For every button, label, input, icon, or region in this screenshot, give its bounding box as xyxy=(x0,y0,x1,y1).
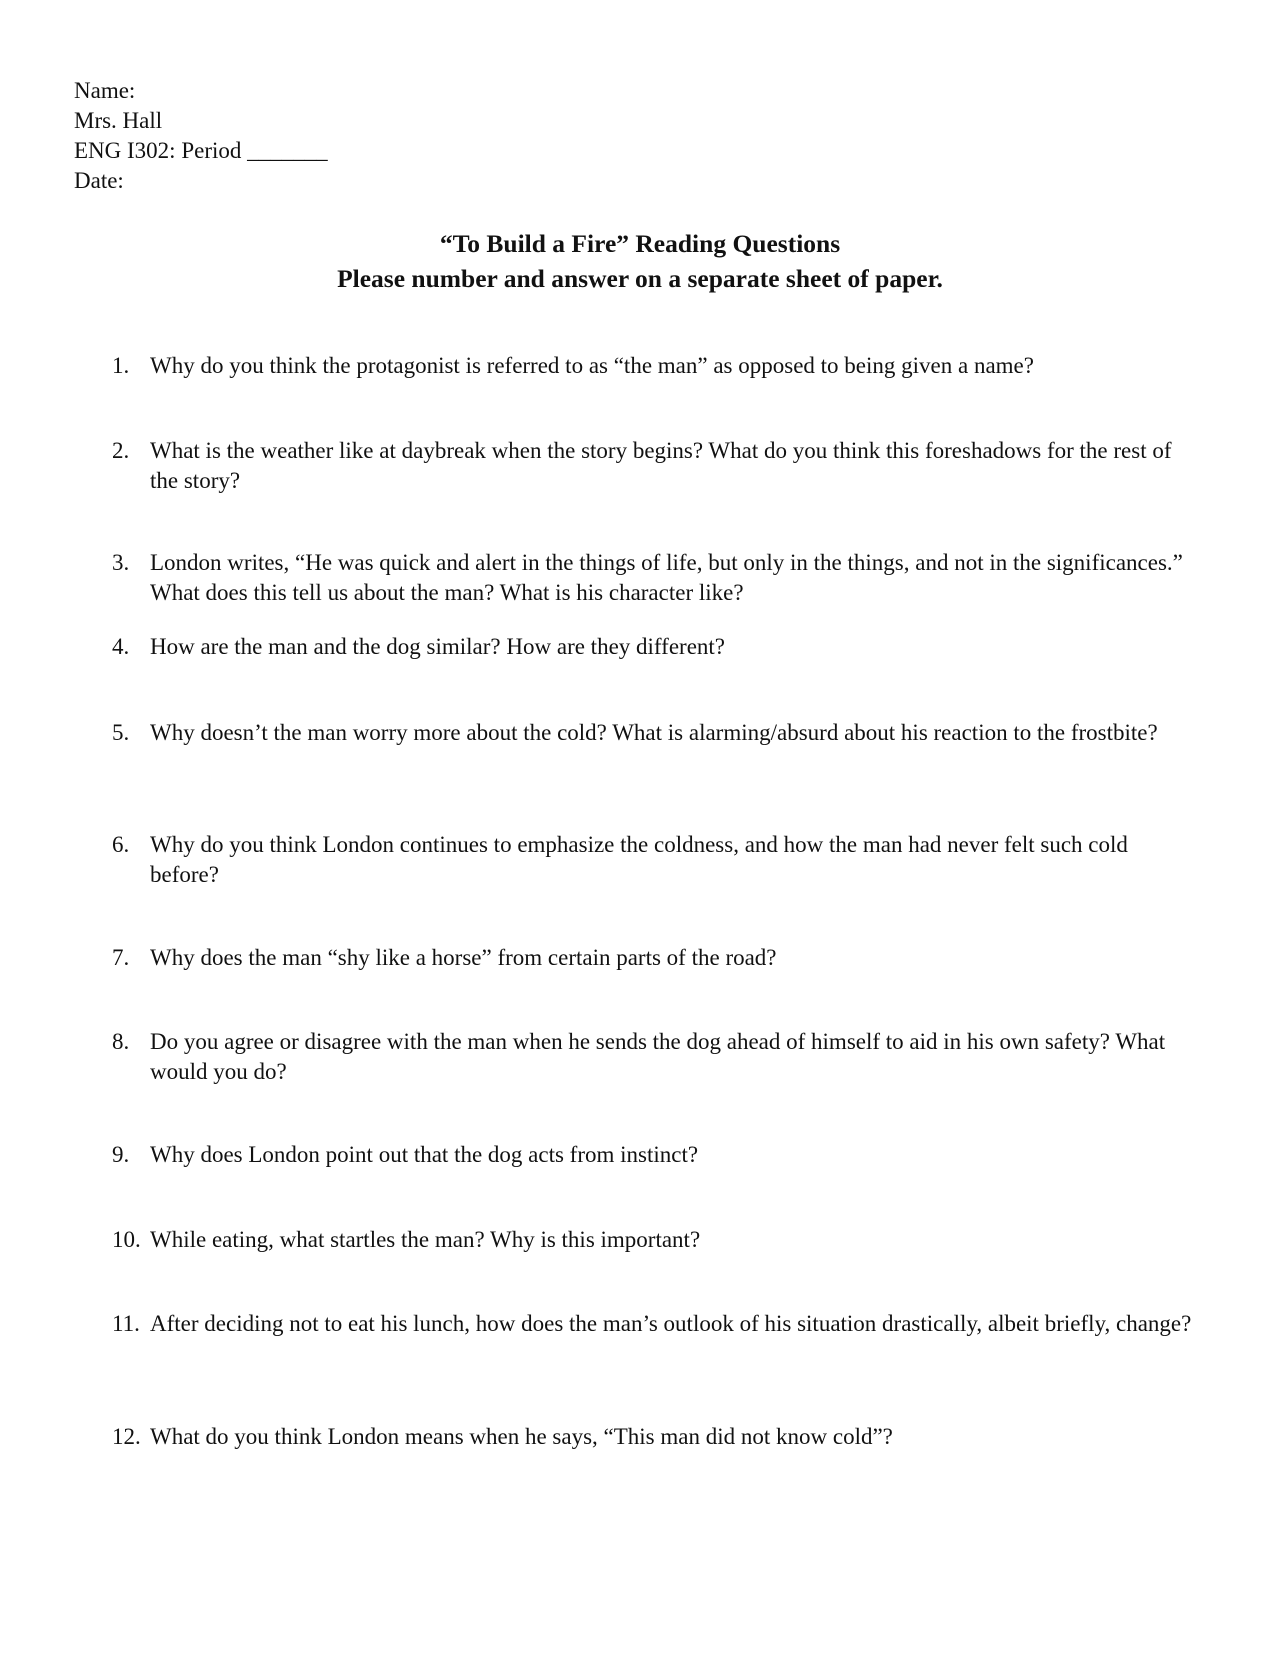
question-text: After deciding not to eat his lunch, how does the man’s outlook of his situation drastically, albeit briefly, change? xyxy=(150,1311,1192,1336)
question-number: 10. xyxy=(112,1227,141,1252)
question-item xyxy=(112,436,1202,496)
question-number: 11. xyxy=(112,1311,140,1336)
question-text: Why doesn’t the man worry more about the cold? What is alarming/absurd about his reaction to the frostbite? xyxy=(150,720,1158,745)
question-number: 2. xyxy=(112,438,130,463)
question-item xyxy=(112,1309,1202,1339)
question-item xyxy=(112,1140,1202,1170)
question-item xyxy=(112,830,1202,890)
question-text: Why do you think London continues to emphasize the coldness, and how the man had never felt such cold before? xyxy=(150,832,1128,887)
question-number: 9. xyxy=(112,1142,130,1167)
question-item xyxy=(112,943,1202,973)
course-period: ENG I302: Period _______ xyxy=(74,138,328,163)
date-label: Date: xyxy=(74,168,124,193)
student-header xyxy=(74,76,328,196)
question-number: 8. xyxy=(112,1029,130,1054)
question-text: Why do you think the protagonist is referred to as “the man” as opposed to being given a name? xyxy=(150,353,1034,378)
question-number: 5. xyxy=(112,720,130,745)
question-item xyxy=(112,351,1202,381)
worksheet-title: “To Build a Fire” Reading Questions xyxy=(439,229,841,258)
worksheet-instructions: Please number and answer on a separate sheet of paper. xyxy=(337,264,943,293)
question-text: London writes, “He was quick and alert in the things of life, but only in the things, and not in the significances.” What does this tell us about the man? What is his character like? xyxy=(150,550,1183,605)
question-number: 6. xyxy=(112,832,130,857)
question-item xyxy=(112,548,1202,608)
question-number: 12. xyxy=(112,1424,141,1449)
question-text: What do you think London means when he says, “This man did not know cold”? xyxy=(150,1424,893,1449)
question-item xyxy=(112,718,1202,748)
question-text: While eating, what startles the man? Why is this important? xyxy=(150,1227,701,1252)
question-item xyxy=(112,1225,1202,1255)
question-number: 3. xyxy=(112,550,130,575)
question-number: 1. xyxy=(112,353,130,378)
worksheet-title-block xyxy=(0,226,1280,296)
question-text: Why does London point out that the dog acts from instinct? xyxy=(150,1142,699,1167)
question-text: How are the man and the dog similar? How are they different? xyxy=(150,634,725,659)
question-text: Why does the man “shy like a horse” from certain parts of the road? xyxy=(150,945,777,970)
teacher-name: Mrs. Hall xyxy=(74,108,163,133)
question-number: 7. xyxy=(112,945,130,970)
question-number: 4. xyxy=(112,634,130,659)
name-label: Name: xyxy=(74,78,136,103)
question-text: What is the weather like at daybreak when the story begins? What do you think this foreshadows for the rest of the story? xyxy=(150,438,1172,493)
question-text: Do you agree or disagree with the man when he sends the dog ahead of himself to aid in his own safety? What would you do? xyxy=(150,1029,1166,1084)
question-item xyxy=(112,1422,1202,1452)
question-item xyxy=(112,632,1202,662)
question-item xyxy=(112,1027,1202,1087)
